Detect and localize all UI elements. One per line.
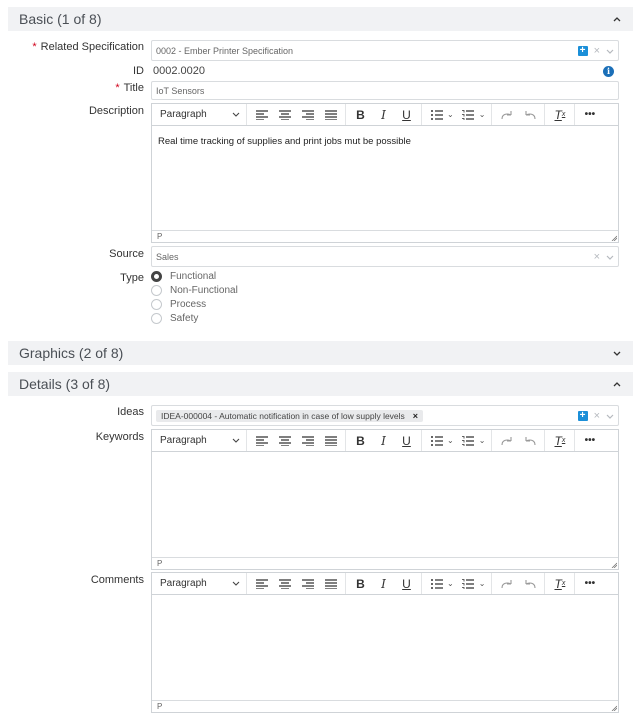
ideas-select[interactable] [151,405,619,426]
related-spec-value: 0002 - Ember Printer Specification [156,45,294,56]
italic-icon[interactable]: I [381,433,386,448]
redo-icon[interactable] [496,106,517,124]
chevron-down-icon[interactable] [606,45,614,57]
add-icon[interactable]: + [578,411,588,421]
resize-handle-icon[interactable] [611,235,617,241]
paragraph-format-label: Paragraph [160,435,207,446]
paragraph-format-select[interactable] [152,573,247,594]
description-editor[interactable] [151,103,619,243]
description-label: Description [88,105,144,117]
bullet-list-icon[interactable] [426,432,447,450]
ideas-label: Ideas [117,406,144,418]
clear-icon[interactable]: × [593,409,600,422]
type-option-non-functional[interactable] [151,285,238,296]
redo-icon[interactable] [496,432,517,450]
type-option-functional[interactable] [151,271,216,282]
underline-icon[interactable]: U [402,107,411,122]
align-right-icon[interactable] [297,106,318,124]
source-select[interactable] [151,246,619,267]
paragraph-format-select[interactable] [152,104,247,125]
editor-statusbar: P [152,700,618,712]
clear-format-icon[interactable]: T x [554,107,566,122]
editor-toolbar [152,430,618,452]
align-justify-icon[interactable] [320,432,341,450]
numbered-list-icon[interactable] [458,106,479,124]
section-graphics-header[interactable] [8,341,633,365]
underline-icon[interactable]: U [402,576,411,591]
clear-format-icon[interactable]: T x [554,433,566,448]
undo-icon[interactable] [519,575,540,593]
clear-icon[interactable]: × [593,250,600,263]
bold-icon[interactable]: B [356,576,365,591]
align-left-icon[interactable] [251,106,272,124]
undo-icon[interactable] [519,106,540,124]
radio-label: Process [170,299,207,310]
chevron-down-icon[interactable] [606,251,614,263]
id-value: 0002.0020 [153,65,205,77]
italic-icon[interactable]: I [381,576,386,591]
more-options-icon[interactable]: ••• [584,109,596,120]
type-option-safety[interactable] [151,313,198,324]
redo-icon[interactable] [496,575,517,593]
chevron-down-icon[interactable]: ⌄ [447,110,454,119]
align-right-icon[interactable] [297,432,318,450]
title-input[interactable] [151,81,619,100]
keywords-label: Keywords [95,431,144,443]
comments-content[interactable] [152,595,618,615]
chevron-down-icon [232,581,240,586]
chevron-down-icon [232,112,240,117]
align-left-icon[interactable] [251,575,272,593]
section-title: Basic (1 of 8) [19,11,102,27]
bold-icon[interactable]: B [356,433,365,448]
keywords-content[interactable] [152,452,618,472]
chevron-down-icon[interactable]: ⌄ [478,110,486,119]
paragraph-format-label: Paragraph [160,109,207,120]
chevron-up-icon[interactable] [612,14,622,24]
radio-icon[interactable] [151,313,162,324]
comments-editor[interactable] [151,572,619,713]
section-title: Details (3 of 8) [19,376,111,392]
section-basic-header[interactable] [8,7,633,31]
chevron-down-icon[interactable]: ⌄ [478,579,486,588]
description-content[interactable]: Real time tracking of supplies and print jobs mut be possible [158,136,411,147]
chevron-down-icon[interactable]: ⌄ [478,436,486,445]
title-value: IoT Sensors [156,85,205,96]
bold-icon[interactable]: B [356,107,365,122]
chevron-down-icon[interactable]: ⌄ [447,436,454,445]
info-icon[interactable]: i [603,66,614,77]
source-label: Source [109,248,144,260]
chevron-down-icon [232,438,240,443]
italic-icon[interactable]: I [381,107,386,122]
radio-selected-icon[interactable] [151,271,162,282]
section-title: Graphics (2 of 8) [19,345,124,361]
numbered-list-icon[interactable] [458,575,479,593]
editor-statusbar: P [152,230,618,242]
radio-label: Safety [170,313,199,324]
align-center-icon[interactable] [274,106,295,124]
paragraph-format-select[interactable] [152,430,247,451]
chevron-down-icon[interactable]: ⌄ [447,579,454,588]
radio-icon[interactable] [151,299,162,310]
clear-format-icon[interactable]: T x [554,576,566,591]
resize-handle-icon[interactable] [611,562,617,568]
radio-label: Functional [170,271,217,282]
chevron-down-icon[interactable] [612,348,622,358]
radio-icon[interactable] [151,285,162,296]
editor-statusbar: P [152,557,618,569]
idea-chip-label: IDEA-000004 - Automatic notification in case of low supply levels [161,410,405,421]
align-center-icon[interactable] [274,575,295,593]
align-left-icon[interactable] [251,432,272,450]
title-label: * Title [115,82,144,94]
id-label: ID [133,65,144,77]
comments-label: Comments [90,574,144,586]
related-spec-select[interactable] [151,40,619,61]
bullet-list-icon[interactable] [426,106,447,124]
source-value: Sales [156,251,179,262]
chevron-down-icon[interactable] [606,410,614,422]
type-label: Type [120,272,144,284]
clear-icon[interactable]: × [593,44,600,57]
bullet-list-icon[interactable] [426,575,447,593]
more-options-icon[interactable]: ••• [584,578,596,589]
paragraph-format-label: Paragraph [160,578,207,589]
more-options-icon[interactable]: ••• [584,435,596,446]
type-option-process[interactable] [151,299,206,310]
align-justify-icon[interactable] [320,575,341,593]
align-center-icon[interactable] [274,432,295,450]
remove-chip-icon[interactable]: × [412,410,419,421]
align-right-icon[interactable] [297,575,318,593]
underline-icon[interactable]: U [402,433,411,448]
section-details-header[interactable] [8,372,633,396]
undo-icon[interactable] [519,432,540,450]
resize-handle-icon[interactable] [611,705,617,711]
add-icon[interactable]: + [578,46,588,56]
keywords-editor[interactable] [151,429,619,570]
chevron-up-icon[interactable] [612,379,622,389]
numbered-list-icon[interactable] [458,432,479,450]
editor-toolbar [152,104,618,126]
radio-label: Non-Functional [170,285,238,296]
idea-chip[interactable] [156,410,423,422]
related-spec-label: * Related Specification [32,41,144,53]
align-justify-icon[interactable] [320,106,341,124]
editor-toolbar [152,573,618,595]
